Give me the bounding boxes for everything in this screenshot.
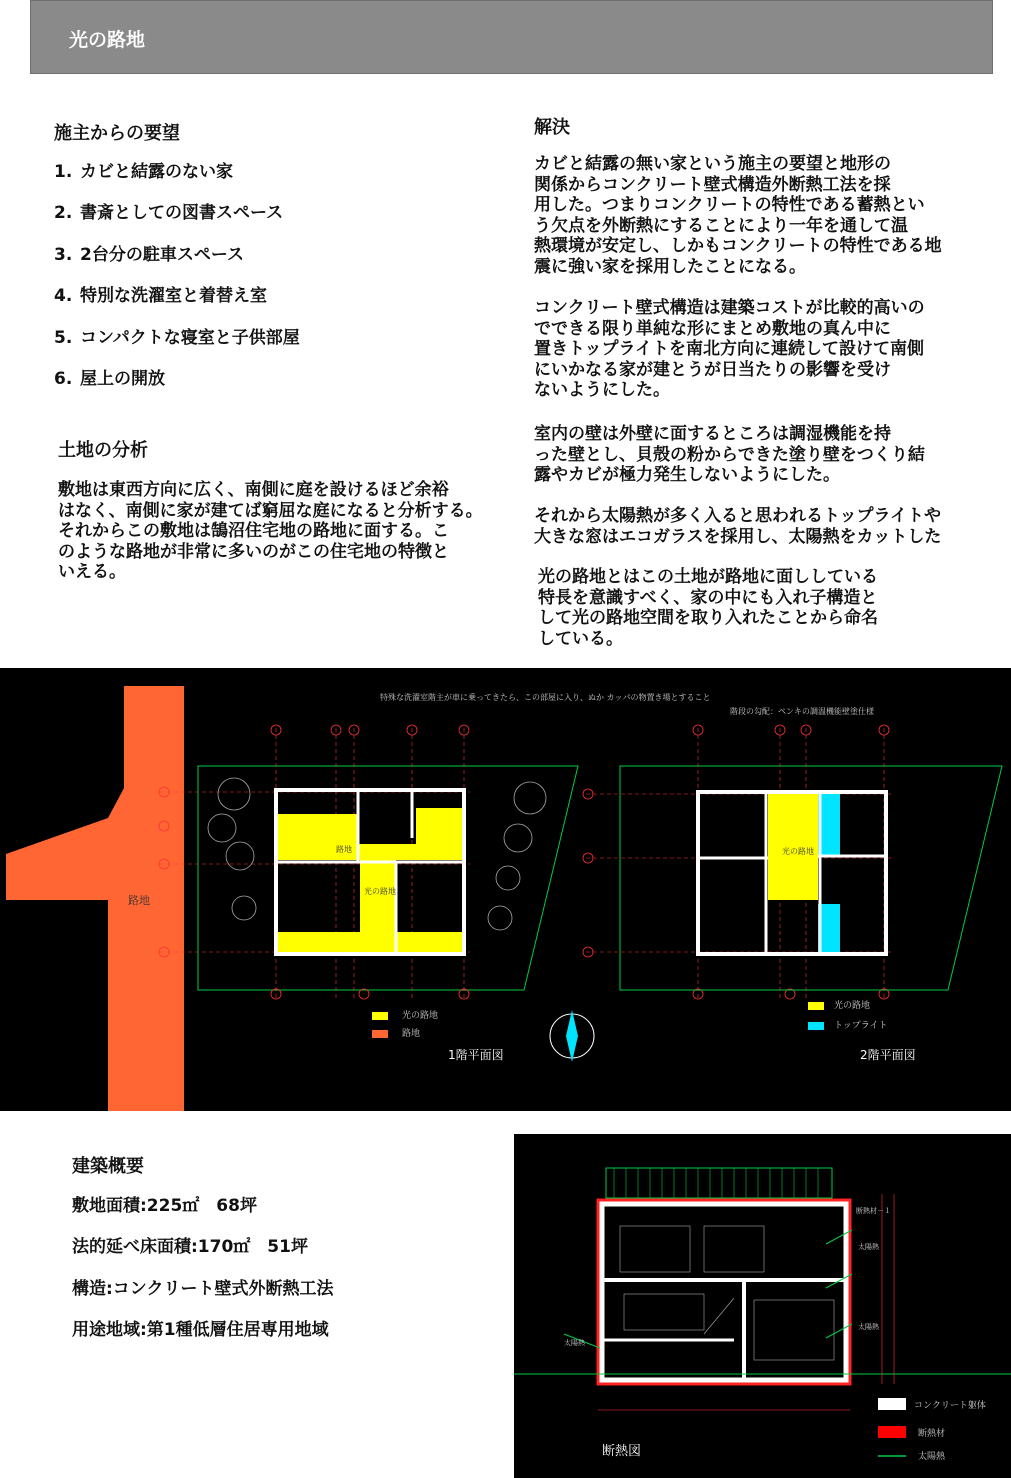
overview-facts [72, 1194, 333, 1360]
list-item: 1. カビと結露のない家 [54, 162, 233, 182]
fact-item: 用途地域:第1種低層住居専用地域 [72, 1320, 329, 1341]
legend-2f: 光の路地 トップライト [808, 998, 887, 1038]
list-item: 5. コンパクトな寝室と子供部屋 [54, 327, 300, 348]
solution-heading: 解決 [534, 117, 570, 138]
room-label-2f: 光の路地 [782, 847, 814, 856]
list-item: 6. 屋上の開放 [54, 368, 165, 389]
solution-paragraph-3: 室内の壁は外壁に面するところは調湿機能を持 った壁とし、貝殻の粉からできた塗り壁をつくり結 露やカビが極力発生しないようにした。 [534, 424, 925, 486]
fact-item: 敷地面積:225㎡ 68坪 [72, 1196, 257, 1216]
floor-plans-panel [0, 668, 1011, 1111]
caption-1f: 1階平面図 [448, 1048, 504, 1062]
legend-solar: 太陽熱 [918, 1452, 946, 1462]
list-item: 2. 書斎としての図書スペース [54, 203, 284, 224]
solution-paragraph-4: それから太陽熱が多く入ると思われるトップライトや 大きな窓はエコガラスを採用し、太陽熱をカットした [534, 506, 942, 547]
floor-plans-drawing [0, 668, 1011, 1111]
list-item: 3. 2台分の駐車スペース [54, 244, 244, 265]
solution-paragraph-2: コンクリート壁式構造は建築コストが比較的高いの でできる限り単純な形にまとめ敷地の真ん中に 置きトップライトを南北方向に連続して設けて南側 にいかなる家が建とうが日当たりの影響を受け ないようにした。 [534, 298, 925, 401]
fact-item: 法的延べ床面積:170㎡ 51坪 [72, 1237, 308, 1258]
section-caption: 断熱図 [602, 1444, 642, 1459]
land-text: 敷地は東西方向に広く、南側に庭を設けるほど余裕 はなく、南側に家が建てば窮屈な庭になると分析する。 それからこの敷地は鵠沼住宅地の路地に面する。こ のような路地が非常に多いのがこの住宅地の特徴と いえる。 [58, 480, 483, 583]
page-title: 光の路地 [69, 29, 146, 51]
legend-1f: 光の路地 路地 [372, 1008, 438, 1044]
legend-insulation: 断熱材 [918, 1429, 946, 1439]
legend-concrete: コンクリート躯体 [914, 1401, 986, 1411]
section-label-2: 太陽熱 [858, 1243, 879, 1251]
road-label: 路地 [128, 894, 150, 907]
requests-heading: 施主からの要望 [54, 123, 180, 144]
overview-heading: 建築概要 [72, 1156, 144, 1177]
section-label-4: 太陽熱 [564, 1339, 585, 1347]
section-panel [514, 1134, 1011, 1478]
room-label-1: 路地 [336, 845, 352, 854]
section-label-1: 断熱材－１ [856, 1207, 891, 1215]
requests-list [54, 160, 300, 408]
section-label-3: 太陽熱 [858, 1323, 879, 1331]
fact-item: 構造:コンクリート壁式外断熱工法 [72, 1278, 334, 1299]
solution-paragraph-1: カビと結露の無い家という施主の要望と地形の 関係からコンクリート壁式構造外断熱工法を採 用した。つまりコンクリートの特性である蓄熱とい う欠点を外断熱にすることにより一年を通して温 熱環境が安定し、しかもコンクリートの特性である地 震に強い家を採用したことになる。 [534, 154, 942, 277]
list-item: 4. 特別な洗濯室と着替え室 [54, 286, 267, 307]
plan-note-1f: 特殊な洗濯室階主が車に乗ってきたら、この部屋に入り、ぬか カッパの物置き場とすること [380, 693, 711, 702]
caption-2f: 2階平面図 [860, 1048, 916, 1062]
room-label-2: 光の路地 [364, 887, 396, 896]
page-header [30, 0, 993, 74]
plan-note-2f: 階段の勾配：ペンキの調温機能壁塗仕様 [730, 707, 874, 716]
land-heading: 土地の分析 [58, 440, 148, 461]
solution-paragraph-5: 光の路地とはこの土地が路地に面ししている 特長を意識すべく、家の中にも入れ子構造と して光の路地空間を取り入れたことから命名 している。 [538, 567, 878, 649]
